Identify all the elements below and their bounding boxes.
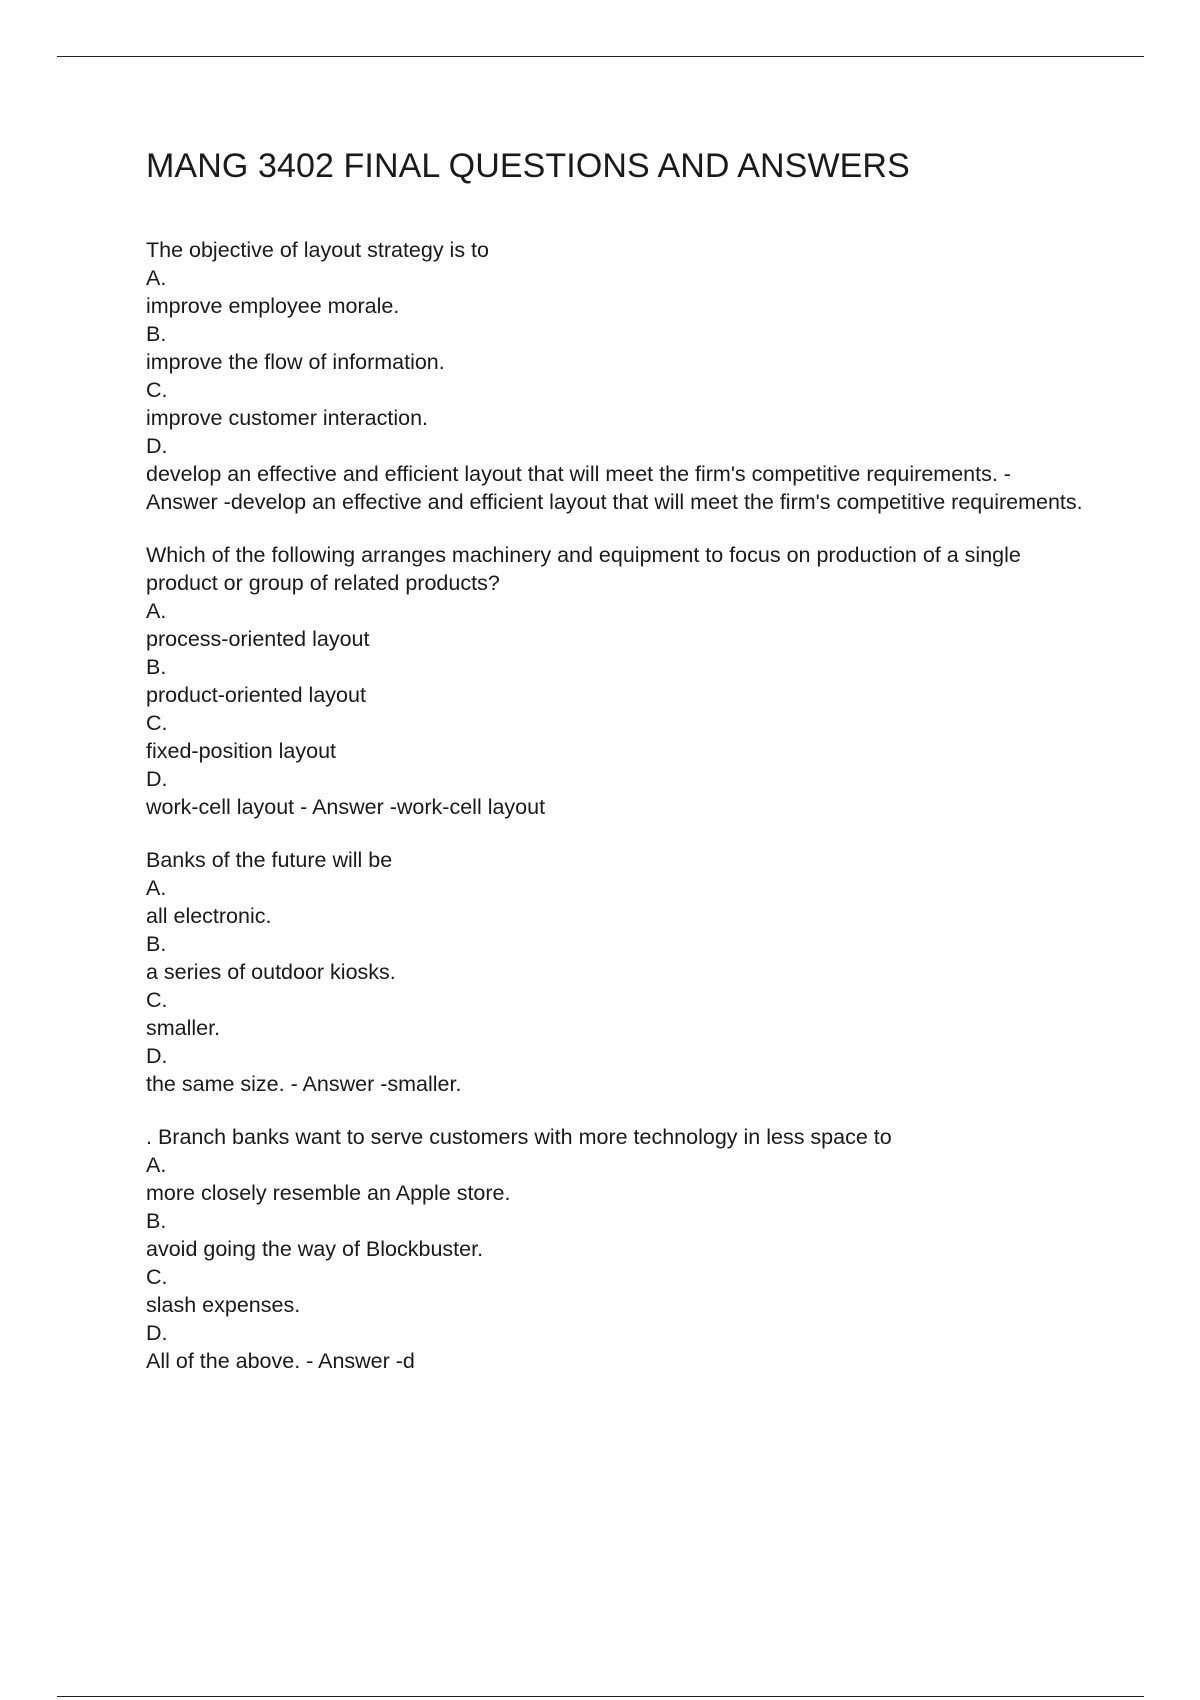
- option-letter: A.: [146, 1153, 167, 1177]
- option-text: slash expenses.: [146, 1293, 301, 1317]
- option-letter: B.: [146, 655, 167, 679]
- option-text: all electronic.: [146, 904, 272, 928]
- option-letter: A.: [146, 599, 167, 623]
- document-title: MANG 3402 FINAL QUESTIONS AND ANSWERS: [146, 147, 910, 185]
- option-letter: D.: [146, 767, 168, 791]
- bottom-rule: [57, 1696, 1144, 1697]
- option-text: process-oriented layout: [146, 627, 370, 651]
- option-text: improve employee morale.: [146, 294, 400, 318]
- option-text-with-answer: All of the above. - Answer -d: [146, 1349, 415, 1373]
- option-text: improve the flow of information.: [146, 350, 445, 374]
- question-3: [146, 846, 1086, 1098]
- option-letter: B.: [146, 932, 167, 956]
- question-prompt: Which of the following arranges machinery and equipment to focus on production of a single product or group of related products?: [146, 543, 1021, 595]
- option-text: improve customer interaction.: [146, 406, 428, 430]
- option-text: a series of outdoor kiosks.: [146, 960, 396, 984]
- option-text-with-answer: develop an effective and efficient layout that will meet the firm's competitive requirements. - Answer -develop an effective and efficient layout that will meet the firm's competitive requirements.: [146, 462, 1083, 514]
- document-body: [146, 142, 1086, 1400]
- question-2: [146, 541, 1086, 821]
- option-text-with-answer: the same size. - Answer -smaller.: [146, 1072, 462, 1096]
- option-letter: B.: [146, 1209, 167, 1233]
- question-prompt: The objective of layout strategy is to: [146, 238, 489, 262]
- option-text-with-answer: work-cell layout - Answer -work-cell layout: [146, 795, 546, 819]
- option-letter: B.: [146, 322, 167, 346]
- option-letter: C.: [146, 378, 168, 402]
- option-text: more closely resemble an Apple store.: [146, 1181, 511, 1205]
- option-text: avoid going the way of Blockbuster.: [146, 1237, 484, 1261]
- option-letter: A.: [146, 266, 167, 290]
- option-letter: A.: [146, 876, 167, 900]
- option-text: product-oriented layout: [146, 683, 366, 707]
- option-letter: C.: [146, 988, 168, 1012]
- option-text: fixed-position layout: [146, 739, 337, 763]
- question-4: [146, 1123, 1086, 1375]
- option-text: smaller.: [146, 1016, 221, 1040]
- option-letter: C.: [146, 711, 168, 735]
- question-1: [146, 236, 1086, 516]
- option-letter: C.: [146, 1265, 168, 1289]
- top-rule: [57, 56, 1144, 57]
- option-letter: D.: [146, 434, 168, 458]
- option-letter: D.: [146, 1321, 168, 1345]
- option-letter: D.: [146, 1044, 168, 1068]
- question-prompt: . Branch banks want to serve customers with more technology in less space to: [146, 1125, 892, 1149]
- question-prompt: Banks of the future will be: [146, 848, 393, 872]
